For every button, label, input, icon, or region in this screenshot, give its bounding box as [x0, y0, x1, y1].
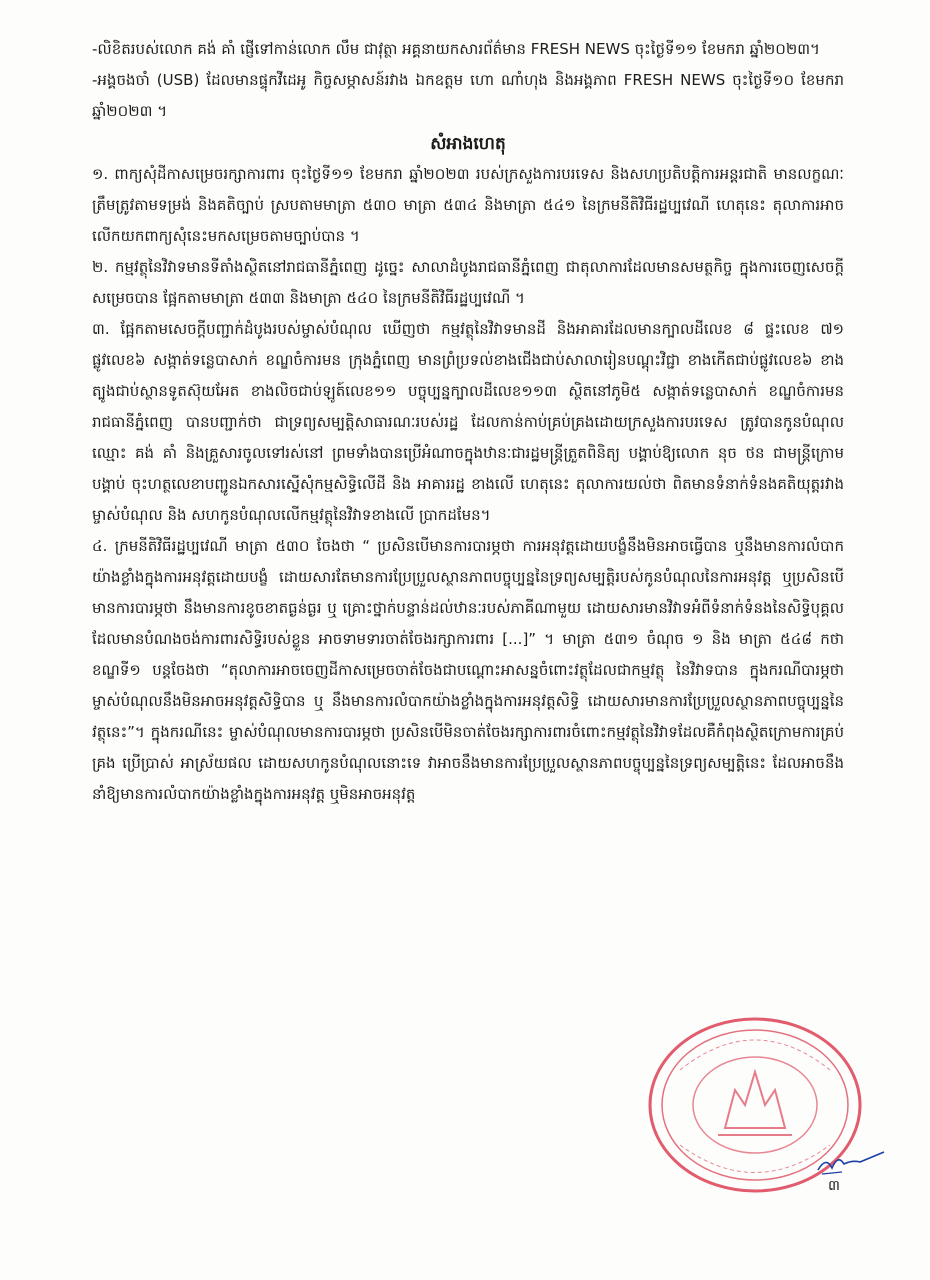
- page-number: ៣: [828, 1178, 840, 1194]
- reason-paragraph-2: ២. កម្មវត្ថុនៃវិវាទមានទីតាំងស្ថិតនៅរាជធានីភ្នំពេញ ដូច្នេះ សាលាដំបូងរាជធានីភ្នំពេញ ជាតុលាការដែលមានសមត្ថកិច្ច ក្នុងការចេញសេចក្ដីសម្រេចបាន ផ្អែកតាមមាត្រា ៥៣៣ និងមាត្រា ៥៤០ នៃក្រមនីតិវិធីរដ្ឋប្បវេណី ។: [92, 258, 844, 307]
- reason-paragraph-4: ៤. ក្រមនីតិវិធីរដ្ឋប្បវេណី មាត្រា ៥៣០ ចែងថា “ ប្រសិនបើមានការបារម្ភថា ការអនុវត្តដោយបង្ខំនឹងមិនអាចធ្វើបាន ឬនឹងមានការលំបាកយ៉ាងខ្លាំងក្នុងការអនុវត្តដោយបង្ខំ ដោយសារតែមានការប្រែប្រួលស្ថានភាពបច្ចុប្បន្ននៃទ្រព្យសម្បត្តិរបស់កូនបំណុលនៃការអនុវត្ត ឬប្រសិនបើមានការបារម្ភថា នឹងមានការខូចខាតធ្ងន់ធ្ងរ ឬ គ្រោះថ្នាក់បន្ទាន់ដល់ឋានៈរបស់ភាគីណាមួយ ដោយសារមានវិវាទអំពីទំនាក់ទំនងនៃសិទ្ធិបុគ្គលដែលមានបំណងចង់ការពារសិទ្ធិរបស់ខ្លួន អាចទាមទារចាត់ចែងរក្សាការពារ [...]” ។ មាត្រា ៥៣១ ចំណុច ១ និង មាត្រា ៥៤៨ កថាខណ្ឌទី១ បន្តចែងថា “តុលាការអាចចេញដីកាសម្រេចចាត់ចែងជាបណ្តោះអាសន្នចំពោះវត្ថុដែលជាកម្មវត្ថុ នៃវិវាទបាន ក្នុងករណីបារម្ភថា ម្ចាស់បំណុលនឹងមិនអាចអនុវត្តសិទ្ធិបាន ឬ នឹងមានការលំបាកយ៉ាងខ្លាំងក្នុងការអនុវត្តសិទ្ធិ ដោយសារមានការប្រែប្រួលស្ថានភាពបច្ចុប្បន្ននៃវត្ថុនេះ”។ ក្នុងករណីនេះ ម្ចាស់បំណុលមានការបារម្ភថា ប្រសិនបើមិនចាត់ចែងរក្សាការពារចំពោះកម្មវត្ថុនៃវិវាទដែលគឺកំពុងស្ថិតក្រោមការគ្រប់គ្រង ប្រើប្រាស់ អាស្រ័យផល ដោយសហកូនបំណុលនោះទេ វាអាចនឹងមានការប្រែប្រួលស្ថានភាពបច្ចុប្បន្ននៃទ្រព្យសម្បត្តិនេះ ដែលអាចនឹងនាំឱ្យមានការលំបាកយ៉ាងខ្លាំងក្នុងការអនុវត្ត ឬមិនអាចអនុវត្ត: [92, 537, 844, 803]
- signature-mark: [812, 1146, 892, 1176]
- document-body: [92, 34, 844, 810]
- section-heading: សំអាងហេតុ: [430, 134, 506, 154]
- reason-paragraph-3: ៣. ផ្អែកតាមសេចក្តីបញ្ជាក់ដំបូងរបស់ម្ចាស់បំណុល ឃើញថា កម្មវត្ថុនៃវិវាទមានដី និងអាគារដែលមានក្បាលដីលេខ ៨ ផ្ទះលេខ ៧១ ផ្លូវលេខ៦ សង្កាត់ទន្លេបាសាក់ ខណ្ឌចំការមន ក្រុងភ្នំពេញ មានព្រំប្រទល់ខាងជើងជាប់សាលារៀនបណ្តុះវិជ្ជា ខាងកើតជាប់ផ្លូវលេខ៦ ខាងត្បូងជាប់ស្ថានទូតស៊ុយអែត ខាងលិចជាប់ឡូត៍លេខ១១ បច្ចុប្បន្នក្បាលដីលេខ១១៣ ស្ថិតនៅភូមិ៥ សង្កាត់ទន្លេបាសាក់ ខណ្ឌចំការមន រាជធានីភ្នំពេញ បានបញ្ជាក់ថា ជាទ្រព្យសម្បត្តិសាធារណៈរបស់រដ្ឋ ដែលកាន់កាប់គ្រប់គ្រងដោយក្រសួងការបរទេស ត្រូវបានកូនបំណុលឈ្មោះ គង់ គាំ និងគ្រួសារចូលទៅរស់នៅ ព្រមទាំងបានប្រើអំណាចក្នុងឋានៈជារដ្ឋមន្ត្រីត្រួតពិនិត្យ បង្គាប់ឱ្យលោក នុច ថន ជាមន្ត្រីក្រោមបង្គាប់ ចុះហត្ថលេខាបញ្ជូនឯកសារស្នើសុំកម្មសិទ្ធិលើដី និង អាគាររដ្ឋ ខាងលើ ហេតុនេះ តុលាការយល់ថា ពិតមានទំនាក់ទំនងគតិយុត្តរវាងម្ចាស់បំណុល និង សហកូនបំណុលលើកម្មវត្ថុនៃវិវាទខាងលើ ប្រាកដមែន។: [92, 320, 844, 524]
- evidence-item-letter: -លិខិតរបស់លោក គង់ គាំ ផ្ញើទៅកាន់លោក លឹម ជាវុត្ថា អគ្គនាយកសារព័ត៌មាន FRESH NEWS ចុះថ្ងៃទី១១ ខែមករា ឆ្នាំ២០២៣។: [92, 40, 820, 58]
- evidence-item-usb: -អង្គចងចាំ (USB) ដែលមានផ្ទុកវីដេអូ កិច្ចសម្ភាសន៍រវាង ឯកឧត្តម ហោ ណាំហុង និងអង្គភាព FRESH NEWS ចុះថ្ងៃទី១០ ខែមករា ឆ្នាំ២០២៣ ។: [92, 71, 844, 120]
- reason-paragraph-1: ១. ពាក្យសុំដីកាសម្រេចរក្សាការពារ ចុះថ្ងៃទី១១ ខែមករា ឆ្នាំ២០២៣ របស់ក្រសួងការបរទេស និងសហប្រតិបត្តិការអន្តរជាតិ មានលក្ខណៈត្រឹមត្រូវតាមទម្រង់ និងគតិច្បាប់ ស្របតាមមាត្រា ៥៣០ មាត្រា ៥៣៤ និងមាត្រា ៥៤១ នៃក្រមនីតិវិធីរដ្ឋប្បវេណី ហេតុនេះ តុលាការអាចលើកយកពាក្យសុំនេះមកសម្រេចតាមច្បាប់បាន ។: [92, 165, 844, 245]
